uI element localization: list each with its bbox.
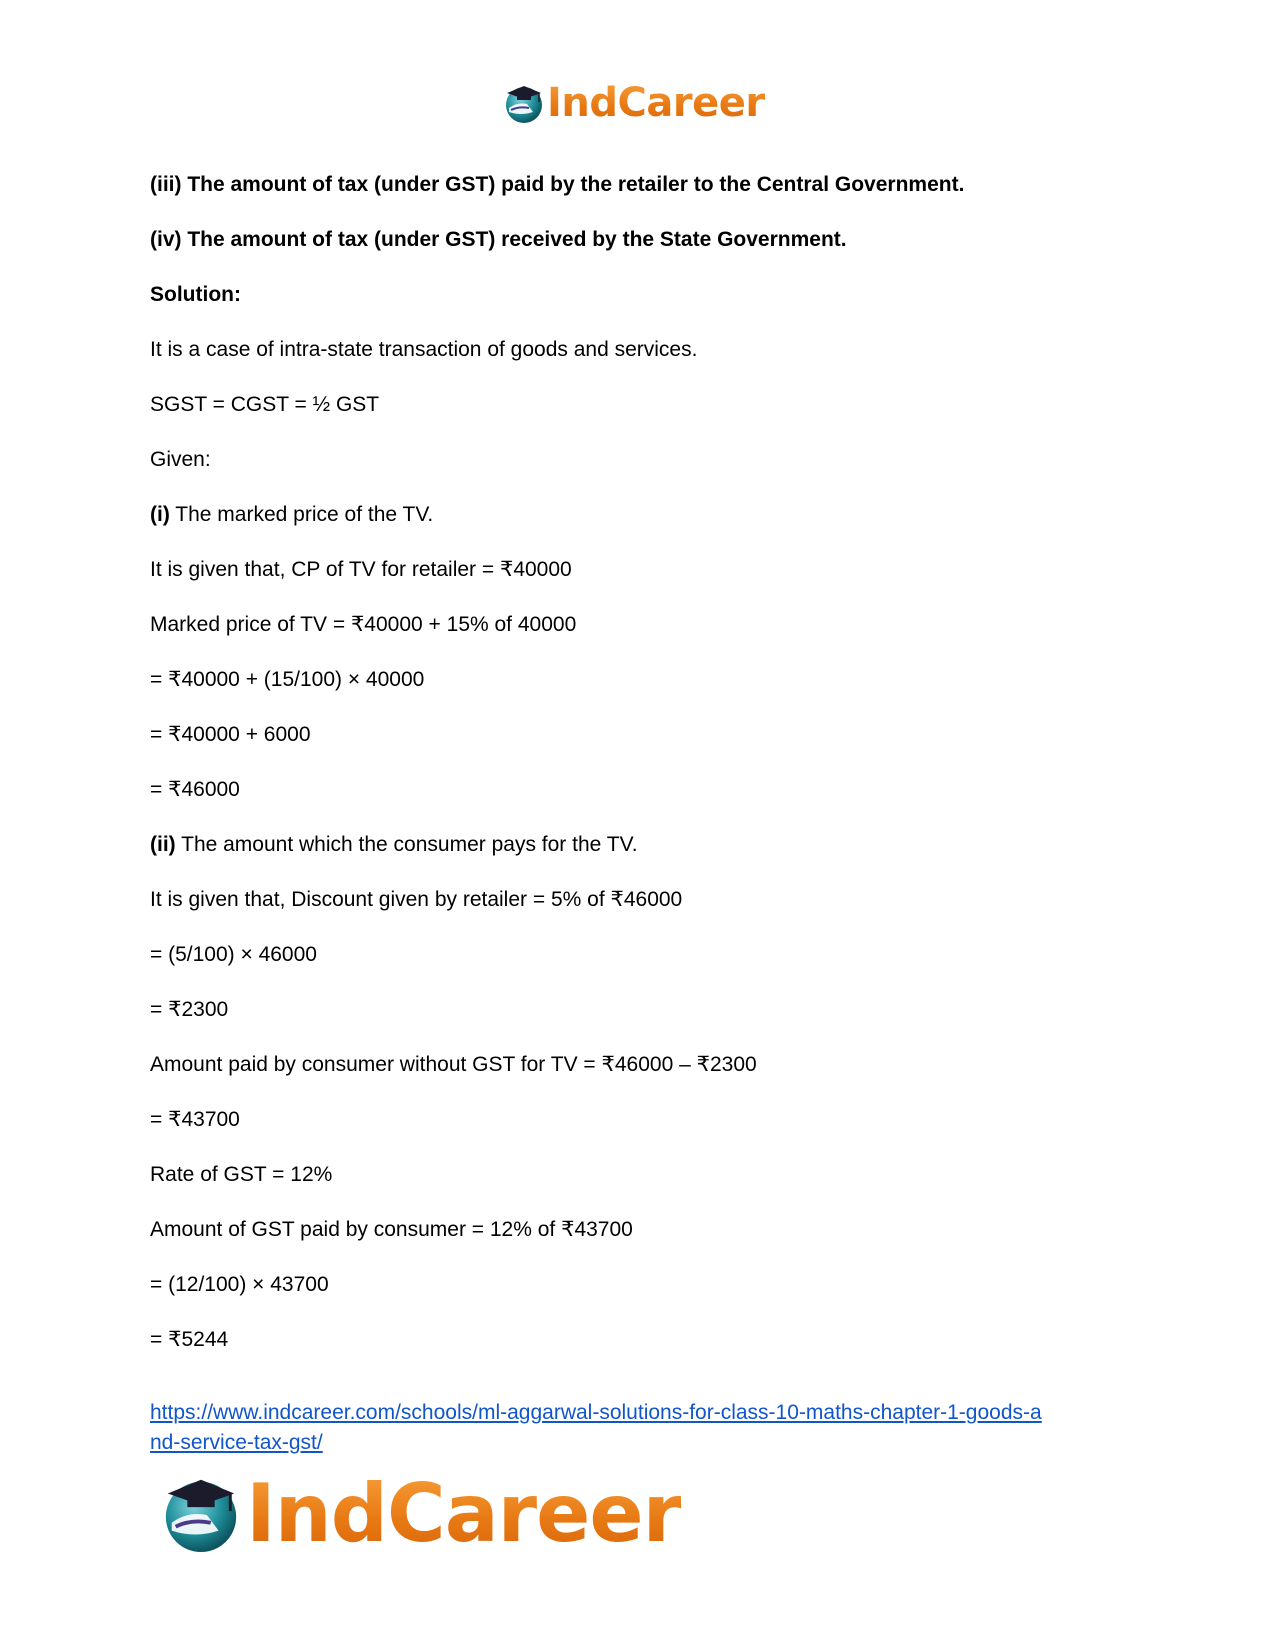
part-ii-line: = ₹2300 <box>150 998 229 1021</box>
part-ii-line: Rate of GST = 12% <box>150 1163 333 1186</box>
part-i-line: Marked price of TV = ₹40000 + 15% of 40000 <box>150 613 577 636</box>
part-i-title <box>150 502 1150 528</box>
part-i-label: (i) <box>150 503 170 526</box>
part-i-line: = ₹40000 + 6000 <box>150 723 311 746</box>
gst-relation: SGST = CGST = ½ GST <box>150 393 380 416</box>
part-i-line: It is given that, CP of TV for retailer = ₹40000 <box>150 558 572 581</box>
part-ii-line: = (12/100) × 43700 <box>150 1273 329 1296</box>
part-i-line: = ₹40000 + (15/100) × 40000 <box>150 668 425 691</box>
logo-wordmark: IndCareer <box>547 80 765 126</box>
part-ii-label: (ii) <box>150 833 176 856</box>
footer-logo <box>160 1468 681 1558</box>
source-link-line-1[interactable]: https://www.indcareer.com/schools/ml-aggarwal-solutions-for-class-10-maths-chapter-1-goods-a <box>150 1401 1042 1424</box>
header-logo <box>503 80 765 126</box>
question-iii: (iii) The amount of tax (under GST) paid by the retailer to the Central Government. <box>150 173 965 196</box>
part-ii-line: Amount of GST paid by consumer = 12% of ₹43700 <box>150 1218 633 1241</box>
source-link[interactable] <box>150 1398 1150 1458</box>
part-ii-title <box>150 832 1150 858</box>
intro-text: It is a case of intra-state transaction of goods and services. <box>150 338 698 361</box>
source-link-line-2[interactable]: nd-service-tax-gst/ <box>150 1431 323 1454</box>
part-i-line: = ₹46000 <box>150 778 240 801</box>
globe-graduate-icon <box>160 1472 242 1554</box>
given-label: Given: <box>150 448 211 471</box>
solution-heading: Solution: <box>150 283 241 306</box>
solution-content <box>150 172 1150 1382</box>
part-ii-line: Amount paid by consumer without GST for TV = ₹46000 – ₹2300 <box>150 1053 757 1076</box>
logo-wordmark: IndCareer <box>246 1466 682 1560</box>
part-i-text: The marked price of the TV. <box>169 503 434 526</box>
part-ii-line: = ₹5244 <box>150 1328 229 1351</box>
part-ii-line: It is given that, Discount given by retailer = 5% of ₹46000 <box>150 888 683 911</box>
part-ii-line: = (5/100) × 46000 <box>150 943 317 966</box>
question-iv: (iv) The amount of tax (under GST) received by the State Government. <box>150 228 847 251</box>
globe-graduate-icon <box>503 82 545 124</box>
part-ii-text: The amount which the consumer pays for the TV. <box>175 833 638 856</box>
part-ii-line: = ₹43700 <box>150 1108 240 1131</box>
